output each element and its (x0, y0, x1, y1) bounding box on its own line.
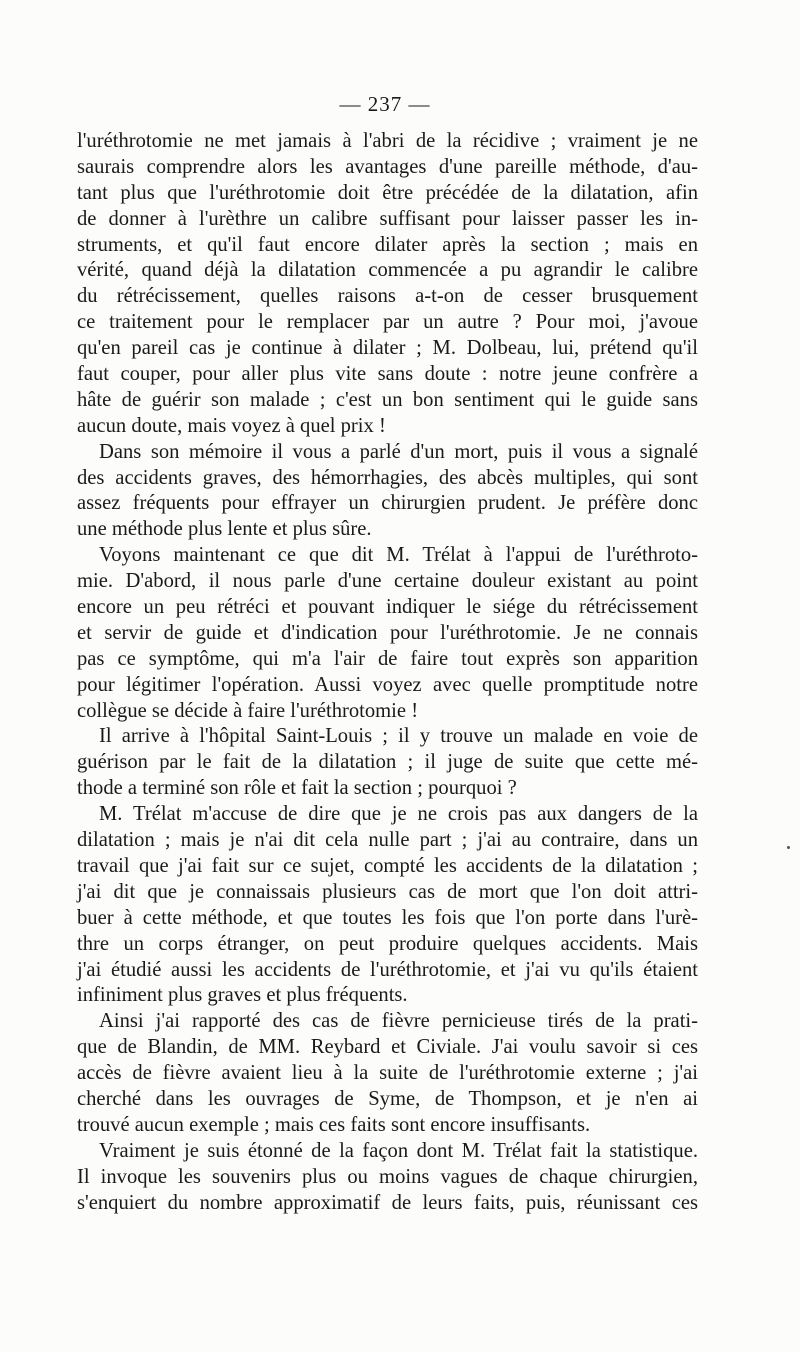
text-line: infiniment plus graves et plus fréquents. (77, 984, 408, 1007)
text-line: Voyons maintenant ce que dit M. Trélat à l'appui de l'uréthroto- (99, 544, 698, 567)
text-line: hâte de guérir son malade ; c'est un bon sentiment qui le guide sans (77, 388, 698, 411)
text-line: trouvé aucun exemple ; mais ces faits sont encore insuffisants. (77, 1113, 591, 1136)
text-line: s'enquiert du nombre approximatif de leurs faits, puis, réunissant ces (77, 1191, 698, 1214)
text-line: une méthode plus lente et plus sûre. (77, 518, 372, 541)
text-line: struments, et qu'il faut encore dilater après la section ; mais en (77, 233, 698, 256)
text-line: collègue se décide à faire l'uréthrotomie ! (77, 699, 419, 722)
text-line: assez fréquents pour effrayer un chirurgien prudent. Je préfère donc (77, 492, 698, 515)
text-line: Il invoque les souvenirs plus ou moins vagues de chaque chirurgien, (77, 1165, 698, 1188)
text-line: que de Blandin, de MM. Reybard et Civiale. J'ai voulu savoir si ces (77, 1036, 698, 1059)
text-line: de donner à l'urèthre un calibre suffisant pour laisser passer les in- (77, 207, 698, 230)
text-line: Vraiment je suis étonné de la façon dont M. Trélat fait la statistique. (99, 1139, 698, 1162)
text-line: et servir de guide et d'indication pour l'uréthrotomie. Je ne connais (77, 621, 698, 644)
text-line: ce traitement pour le remplacer par un autre ? Pour moi, j'avoue (77, 311, 698, 334)
text-line: mie. D'abord, il nous parle d'une certaine douleur existant au point (77, 570, 698, 593)
text-line: j'ai étudié aussi les accidents de l'uréthrotomie, et j'ai vu qu'ils étaient (77, 958, 698, 981)
ink-speck (787, 846, 790, 849)
text-line: faut couper, pour aller plus vite sans doute : notre jeune confrère a (77, 363, 698, 386)
text-line: pour légitimer l'opération. Aussi voyez avec quelle promptitude notre (77, 673, 698, 696)
text-line: saurais comprendre alors les avantages d'une pareille méthode, d'au- (77, 155, 698, 178)
text-line: l'uréthrotomie ne met jamais à l'abri de la récidive ; vraiment je ne (77, 130, 698, 152)
text-line: M. Trélat m'accuse de dire que je ne crois pas aux dangers de la (99, 803, 698, 826)
text-line: qu'en pareil cas je continue à dilater ; M. Dolbeau, lui, prétend qu'il (77, 337, 698, 360)
text-line: des accidents graves, des hémorrhagies, des abcès multiples, qui sont (77, 466, 698, 489)
text-line: j'ai dit que je connaissais plusieurs cas de mort que l'on doit attri- (77, 880, 698, 903)
text-line: guérison par le fait de la dilatation ; il juge de suite que cette mé- (77, 751, 698, 774)
text-line: encore un peu rétréci et pouvant indiquer le siége du rétrécissement (77, 596, 698, 619)
text-line: buer à cette méthode, et que toutes les fois que l'on porte dans l'urè- (77, 906, 698, 929)
text-line: pas ce symptôme, qui m'a l'air de faire tout exprès son apparition (77, 647, 698, 670)
text-line: vérité, quand déjà la dilatation commencée a pu agrandir le calibre (77, 259, 698, 282)
text-line: thode a terminé son rôle et fait la section ; pourquoi ? (77, 777, 517, 800)
text-line: Ainsi j'ai rapporté des cas de fièvre pernicieuse tirés de la prati- (99, 1010, 698, 1033)
text-line: tant plus que l'uréthrotomie doit être précédée de la dilatation, afin (77, 181, 698, 204)
text-line: cherché dans les ouvrages de Syme, de Thompson, et je n'en ai (77, 1087, 698, 1110)
text-line: dilatation ; mais je n'ai dit cela nulle part ; j'ai au contraire, dans un (77, 829, 698, 852)
text-line: accès de fièvre avaient lieu à la suite de l'uréthrotomie externe ; j'ai (77, 1062, 698, 1085)
page-number: — 237 — (339, 92, 431, 116)
text-line: travail que j'ai fait sur ce sujet, compté les accidents de la dilatation ; (77, 854, 698, 877)
text-line: Il arrive à l'hôpital Saint-Louis ; il y trouve un malade en voie de (99, 725, 698, 748)
text-line: aucun doute, mais voyez à quel prix ! (77, 414, 386, 437)
text-line: thre un corps étranger, on peut produire quelques accidents. Mais (77, 932, 698, 955)
text-line: Dans son mémoire il vous a parlé d'un mort, puis il vous a signalé (99, 440, 698, 463)
text-line: du rétrécissement, quelles raisons a-t-on de cesser brusquement (77, 285, 698, 308)
body-text (77, 129, 698, 1216)
